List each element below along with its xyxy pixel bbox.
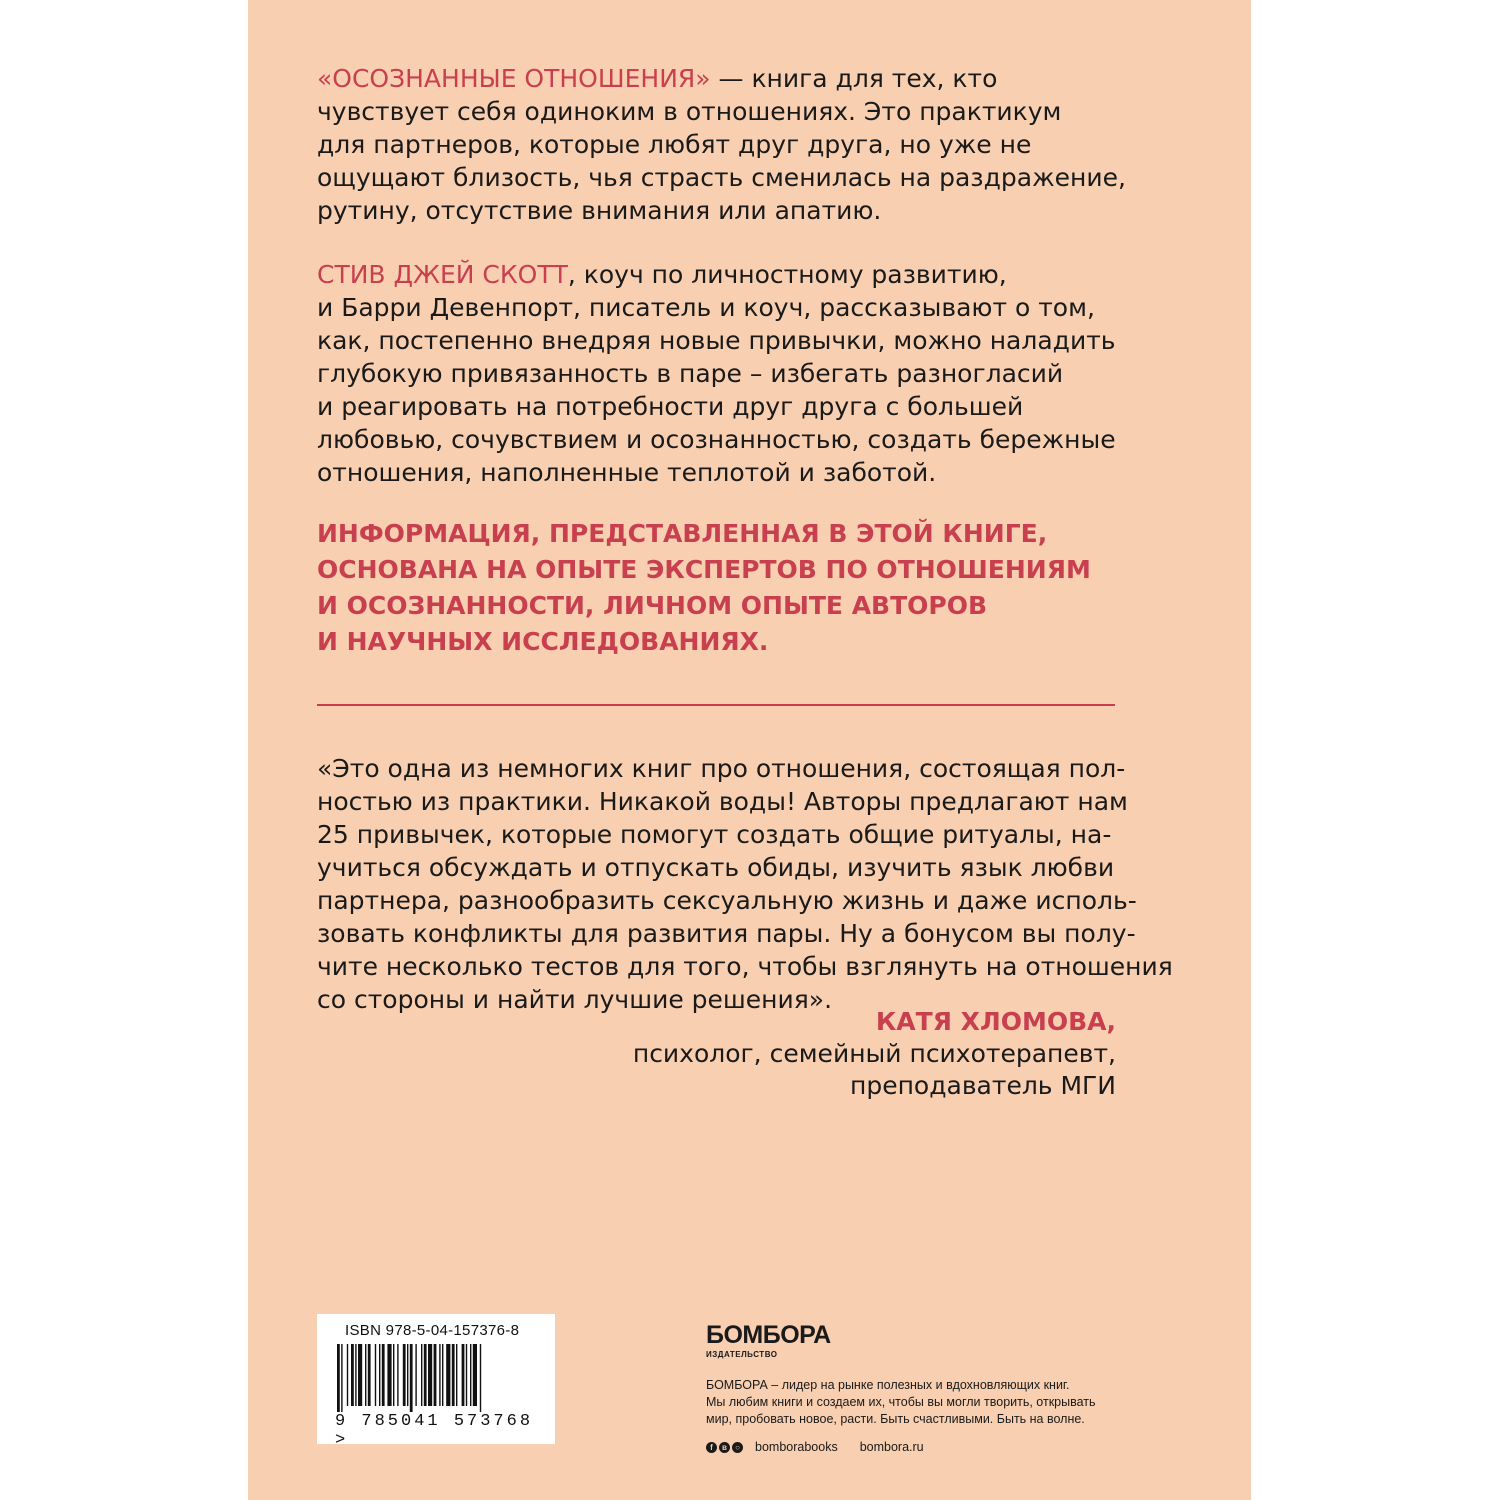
authors-line: как, постепенно внедряя новые привычки, можно наладить [317, 326, 1116, 355]
isbn-label: ISBN 978-5-04-157376-8 [345, 1322, 520, 1339]
barcode-bar [446, 1344, 450, 1406]
highlight-line: ОСНОВАНА НА ОПЫТЕ ЭКСПЕРТОВ ПО ОТНОШЕНИЯМ [317, 555, 1091, 584]
intro-line-1: «ОСОЗНАННЫЕ ОТНОШЕНИЯ» — книга для тех, кто [317, 64, 998, 93]
barcode-bar [424, 1344, 427, 1406]
barcode-bar [439, 1344, 440, 1406]
vk-icon: в [719, 1442, 730, 1453]
highlight-paragraph [317, 516, 1137, 660]
isbn-barcode [317, 1314, 555, 1450]
author-name: СТИВ ДЖЕЙ СКОТТ [317, 260, 568, 289]
section-divider [317, 704, 1115, 706]
publisher-links [706, 1440, 1126, 1454]
authors-line: глубокую привязанность в паре – избегать разногласий [317, 359, 1064, 388]
quote-line: чите несколько тестов для того, чтобы взглянуть на отношения [317, 952, 1173, 981]
publisher-website[interactable]: bombora.ru [859, 1440, 924, 1454]
barcode-bar [382, 1344, 385, 1406]
authors-paragraph [317, 258, 1137, 489]
barcode-bar [456, 1344, 457, 1406]
barcode-bar [365, 1344, 366, 1406]
barcode-bar [434, 1344, 437, 1406]
quote-line: «Это одна из немногих книг про отношения, состоящая пол- [317, 754, 1126, 783]
barcode-bar [337, 1344, 340, 1412]
barcode-bar [403, 1344, 406, 1406]
instagram-icon: ○ [732, 1442, 743, 1453]
quote-attribution [633, 1006, 1116, 1102]
barcode-bar [368, 1344, 371, 1406]
quote-line: ностью из практики. Никакой воды! Авторы предлагают нам [317, 787, 1128, 816]
authors-line: и реагировать на потребности друг друга с большей [317, 392, 1024, 421]
publisher-block [706, 1322, 1126, 1454]
highlight-line: ИНФОРМАЦИЯ, ПРЕДСТАВЛЕННАЯ В ЭТОЙ КНИГЕ, [317, 519, 1048, 548]
quote-line: зовать конфликты для развития пары. Ну а бонусом вы полу- [317, 919, 1136, 948]
barcode-bar [351, 1344, 354, 1406]
social-handle[interactable]: bomborabooks [755, 1440, 838, 1454]
intro-paragraph [317, 62, 1137, 227]
barcode-bar [358, 1344, 362, 1406]
barcode-bar [462, 1344, 465, 1406]
barcode-bar [428, 1344, 432, 1406]
barcode-bar [347, 1344, 348, 1406]
barcode-bar [407, 1344, 408, 1406]
barcode-bar [397, 1344, 398, 1406]
barcode-digits: 9 785041 573768 > [335, 1412, 534, 1450]
intro-line: для партнеров, которые любят друг друга, но уже не [317, 130, 1032, 159]
barcode-bar [421, 1344, 422, 1406]
barcode-icon [337, 1344, 537, 1412]
authors-line: любовью, сочувствием и осознанностью, создать бережные [317, 425, 1116, 454]
barcode-bar [379, 1344, 380, 1406]
authors-line: отношения, наполненные теплотой и заботой. [317, 458, 937, 487]
barcode-bar [393, 1344, 394, 1406]
barcode-bar [341, 1344, 342, 1412]
book-title: «ОСОЗНАННЫЕ ОТНОШЕНИЯ» [317, 64, 711, 93]
barcode-bar [410, 1344, 413, 1412]
barcode-bar [355, 1344, 356, 1406]
quote-line: учиться обсуждать и отпускать обиды, изучить язык любви [317, 853, 1115, 882]
publisher-subtitle: ИЗДАТЕЛЬСТВО [706, 1350, 778, 1359]
barcode-bar [442, 1344, 443, 1406]
barcode-bar [470, 1344, 471, 1406]
intro-line: чувствует себя одиноким в отношениях. Это практикум [317, 97, 1062, 126]
barcode-bar [452, 1344, 455, 1406]
highlight-line: И НАУЧНЫХ ИССЛЕДОВАНИЯХ. [317, 627, 769, 656]
publisher-description: БОМБОРА – лидер на рынке полезных и вдохновляющих книг. Мы любим книги и создаем их, чтобы вы могли творить, открывать мир, пробовать новое, расти. Быть счастливыми. Быть на волне. [706, 1378, 1096, 1426]
authors-line-1: СТИВ ДЖЕЙ СКОТТ, коуч по личностному развитию, [317, 260, 1007, 289]
facebook-icon: f [706, 1442, 717, 1453]
barcode-bar [480, 1344, 481, 1412]
publisher-logo: БОМБОРА [706, 1321, 831, 1349]
barcode-bar [473, 1344, 477, 1406]
reviewer-role: преподаватель МГИ [849, 1071, 1116, 1100]
intro-line: ощущают близость, чья страсть сменилась на раздражение, [317, 163, 1126, 192]
barcode-bar [466, 1344, 467, 1406]
quote-line: со стороны и найти лучшие решения». [317, 985, 833, 1014]
barcode-bar [415, 1344, 416, 1406]
barcode-bar [375, 1344, 376, 1406]
authors-line: и Барри Девенпорт, писатель и коуч, рассказывают о том, [317, 293, 1095, 322]
review-quote [317, 752, 1173, 1016]
quote-line: 25 привычек, которые помогут создать общие ритуалы, на- [317, 820, 1112, 849]
social-icons [706, 1442, 743, 1453]
highlight-line: И ОСОЗНАННОСТИ, ЛИЧНОМ ОПЫТЕ АВТОРОВ [317, 591, 988, 620]
intro-line: рутину, отсутствие внимания или апатию. [317, 196, 882, 225]
reviewer-name: КАТЯ ХЛОМОВА, [875, 1007, 1116, 1036]
quote-line: партнера, разнообразить сексуальную жизнь и даже исполь- [317, 886, 1137, 915]
reviewer-role: психолог, семейный психотерапевт, [632, 1039, 1116, 1068]
barcode-bar [387, 1344, 391, 1406]
